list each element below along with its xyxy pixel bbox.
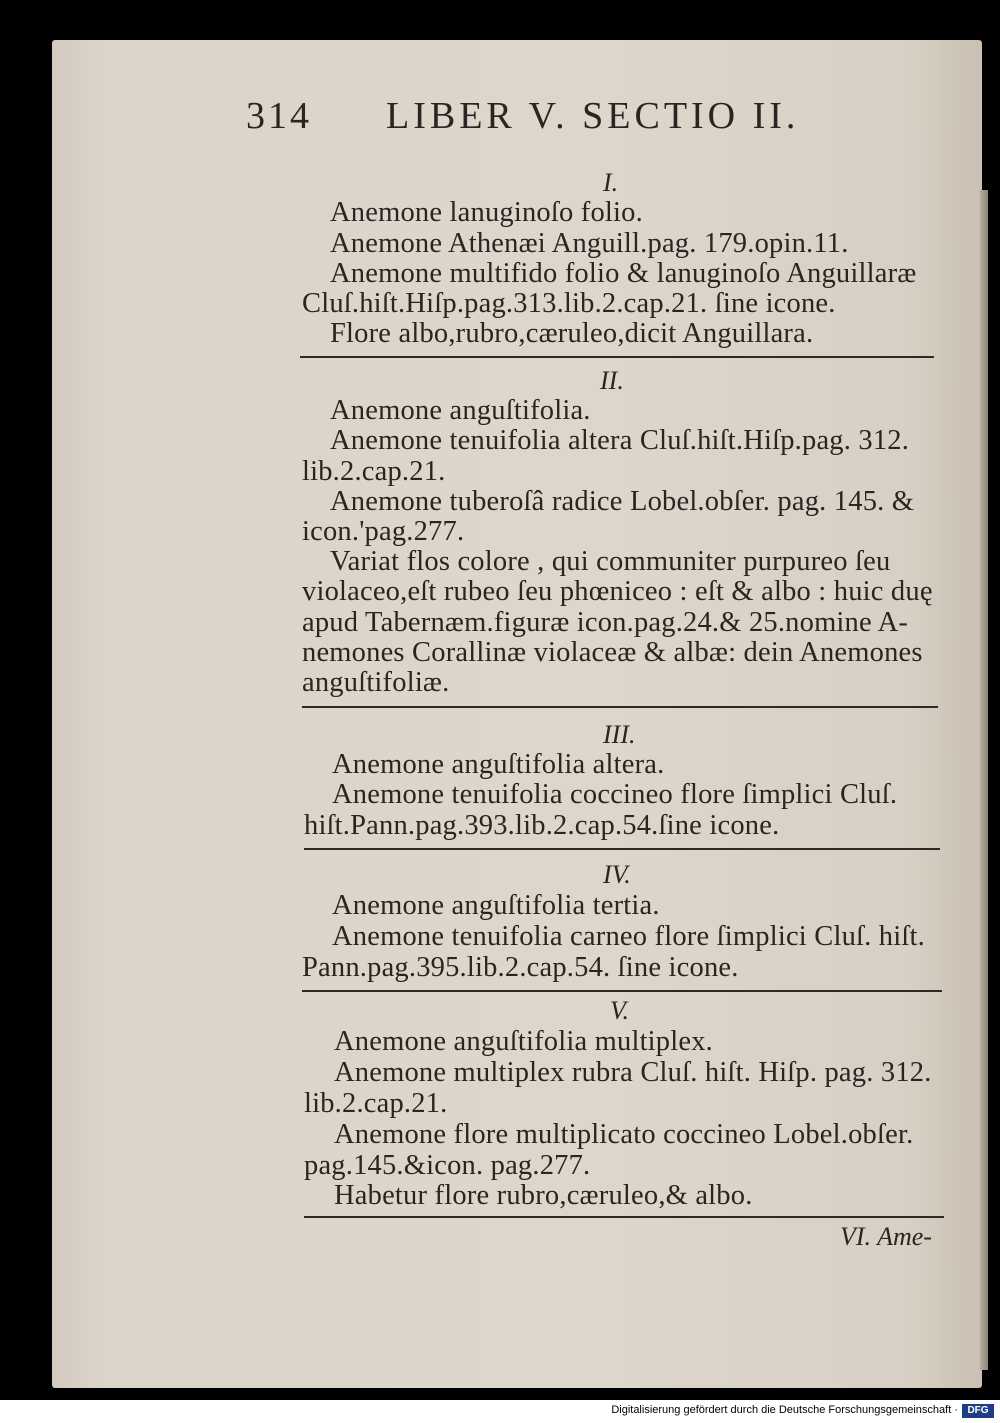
text-line: nemones Corallinæ violaceæ & albæ: dein Anemones	[302, 637, 923, 668]
text-line: Anemone tenuifolia altera Cluſ.hiſt.Hiſp.pag. 312.	[330, 425, 910, 456]
text-line: Habetur flore rubro,cæruleo,& albo.	[334, 1180, 753, 1211]
text-line: violaceo,eſt rubeo ſeu phœniceo : eſt & albo : huic duę	[302, 576, 933, 607]
catchword: VI. Ame-	[840, 1222, 932, 1251]
text-line: lib.2.cap.21.	[302, 456, 446, 487]
text-line: icon.'pag.277.	[302, 516, 465, 547]
text-line: hiſt.Pann.pag.393.lib.2.cap.54.ſine icone.	[304, 810, 780, 841]
text-line: Anemone tuberoſâ radice Lobel.obſer. pag. 145. &	[330, 486, 915, 517]
running-title: LIBER V. SECTIO II.	[386, 95, 800, 137]
text-line: apud Tabernæm.figuræ icon.pag.24.& 25.nomine A-	[302, 607, 909, 638]
text-line: anguſtifoliæ.	[302, 667, 450, 698]
section-divider	[300, 356, 934, 358]
section-numeral: V.	[610, 996, 630, 1025]
text-line: lib.2.cap.21.	[304, 1088, 448, 1119]
text-line: Anemone tenuifolia carneo flore ſimplici Cluſ. hiſt.	[332, 921, 925, 952]
text-line: Anemone multiplex rubra Cluſ. hiſt. Hiſp. pag. 312.	[334, 1057, 932, 1088]
text-line: Anemone flore multiplicato coccineo Lobel.obſer.	[334, 1119, 914, 1150]
text-line: Anemone Athenæi Anguill.pag. 179.opin.11.	[330, 228, 849, 259]
text-line: Anemone anguſtifolia altera.	[332, 749, 665, 780]
section-divider	[304, 848, 940, 850]
section-divider	[304, 1216, 944, 1218]
text-line: pag.145.&icon. pag.277.	[304, 1150, 591, 1181]
text-line: Anemone anguſtifolia.	[330, 395, 591, 426]
text-line: Anemone anguſtifolia multiplex.	[334, 1026, 713, 1057]
text-line: Cluſ.hiſt.Hiſp.pag.313.lib.2.cap.21. ſine icone.	[302, 288, 836, 319]
funding-credit: Digitalisierung gefördert durch die Deutsche Forschungsgemeinschaft ·	[611, 1404, 958, 1416]
digitization-footer	[0, 1400, 1000, 1423]
text-line: Anemone multifido folio & lanuginoſo Anguillaræ	[330, 258, 917, 289]
text-line: Flore albo,rubro,cæruleo,dicit Anguillara.	[330, 318, 814, 349]
text-line: Anemone tenuifolia coccineo flore ſimplici Cluſ.	[332, 779, 898, 810]
section-numeral: IV.	[603, 860, 631, 889]
section-numeral: I.	[603, 168, 619, 197]
text-line: Anemone lanuginoſo folio.	[330, 197, 643, 228]
page-number: 314	[246, 95, 312, 137]
section-numeral: II.	[600, 366, 624, 395]
section-numeral: III.	[603, 720, 636, 749]
text-line: Variat flos colore , qui communiter purpureo ſeu	[330, 546, 891, 577]
text-line: Anemone anguſtifolia tertia.	[332, 890, 660, 921]
section-divider	[302, 706, 938, 708]
dfg-logo: DFG	[962, 1404, 994, 1418]
section-divider	[302, 990, 942, 992]
text-line: Pann.pag.395.lib.2.cap.54. ſine icone.	[302, 952, 739, 983]
